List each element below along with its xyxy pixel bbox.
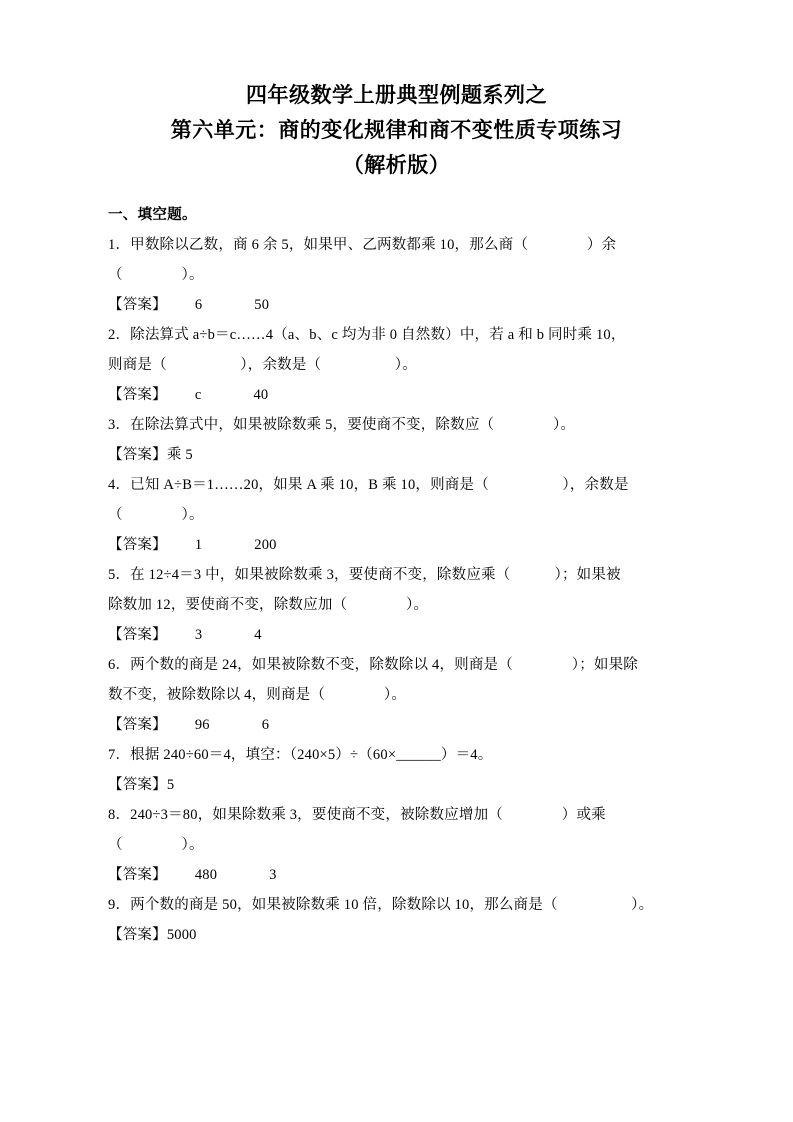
answer-value-a: 3	[194, 627, 203, 643]
answer-value-b: 6	[261, 717, 270, 733]
question-text-cont: （ ）。	[108, 837, 204, 853]
answer-label: 【答案】	[108, 717, 167, 733]
answer-line	[108, 770, 685, 800]
answer-line	[108, 530, 685, 560]
title-line-3: （解析版）	[342, 154, 451, 177]
question-text-cont: （ ）。	[108, 507, 204, 523]
answer-value-b: 40	[253, 387, 269, 403]
answer-label: 【答案】	[108, 627, 167, 643]
answer-label: 【答案】	[108, 777, 167, 793]
question-item	[108, 230, 685, 320]
answer-label: 【答案】	[108, 927, 167, 943]
answer-value-a: 5	[166, 777, 175, 793]
answer-line	[108, 620, 685, 650]
question-text: 7．根据 240÷60＝4，填空：（240×5）÷（60×______）＝4。	[108, 747, 493, 763]
question-item	[108, 560, 685, 650]
answer-line	[108, 920, 685, 950]
answer-value-b: 50	[254, 297, 270, 313]
answer-value-a: c	[194, 387, 202, 403]
question-text: 4．已知 A÷B＝1……20，如果 A 乘 10，B 乘 10，则商是（ ），余数是	[108, 477, 629, 493]
answer-label: 【答案】	[108, 537, 167, 553]
question-text: 1．甲数除以乙数，商 6 余 5，如果甲、乙两数都乘 10，那么商（ ）余	[108, 237, 617, 253]
question-item	[108, 890, 685, 950]
question-text: 2．除法算式 a÷b＝c……4（a、b、c 均为非 0 自然数）中，若 a 和 b 同时乘 10，	[108, 327, 626, 343]
answer-label: 【答案】	[108, 387, 167, 403]
question-text-cont: 则商是（ ），余数是（ ）。	[108, 357, 417, 373]
question-text: 8．240÷3＝80，如果除数乘 3，要使商不变，被除数应增加（ ）或乘	[108, 807, 606, 823]
answer-label: 【答案】	[108, 297, 167, 313]
question-text-cont: （ ）。	[108, 267, 204, 283]
answer-value-a: 1	[194, 537, 203, 553]
question-text-cont: 除数加 12，要使商不变，除数应加（ ）。	[108, 597, 429, 613]
answer-line	[108, 380, 685, 410]
answer-value-a: 6	[194, 297, 203, 313]
answer-line	[108, 710, 685, 740]
question-item	[108, 800, 685, 890]
question-text: 3．在除法算式中，如果被除数乘 5，要使商不变，除数应（ ）。	[108, 417, 576, 433]
answer-value-b: 4	[254, 627, 262, 643]
question-item	[108, 740, 685, 800]
answer-line	[108, 290, 685, 320]
title-line-2: 第六单元：商的变化规律和商不变性质专项练习	[170, 119, 623, 142]
question-text: 6．两个数的商是 24，如果被除数不变，除数除以 4，则商是（ ）；如果除	[108, 657, 638, 673]
question-text: 5．在 12÷4＝3 中，如果被除数乘 3，要使商不变，除数应乘（ ）；如果被	[108, 567, 621, 583]
answer-value-a: 乘 5	[166, 447, 193, 463]
question-item	[108, 470, 685, 560]
title-line-1: 四年级数学上册典型例题系列之	[246, 84, 547, 107]
question-text-cont: 数不变，被除数除以 4，则商是（ ）。	[108, 687, 407, 703]
document-title	[108, 78, 685, 183]
answer-value-b: 3	[269, 867, 277, 883]
section-heading: 一、填空题。	[108, 207, 197, 223]
answer-label: 【答案】	[108, 447, 167, 463]
question-item	[108, 650, 685, 740]
question-item	[108, 410, 685, 470]
answer-value-a: 480	[194, 867, 218, 883]
question-text: 9．两个数的商是 50，如果被除数乘 10 倍，除数除以 10，那么商是（ ）。	[108, 897, 654, 913]
answer-value-b: 200	[254, 537, 277, 553]
answer-label: 【答案】	[108, 867, 167, 883]
question-item	[108, 320, 685, 410]
answer-value-a: 96	[194, 717, 210, 733]
answer-line	[108, 440, 685, 470]
answer-line	[108, 860, 685, 890]
answer-value-a: 5000	[166, 927, 197, 943]
